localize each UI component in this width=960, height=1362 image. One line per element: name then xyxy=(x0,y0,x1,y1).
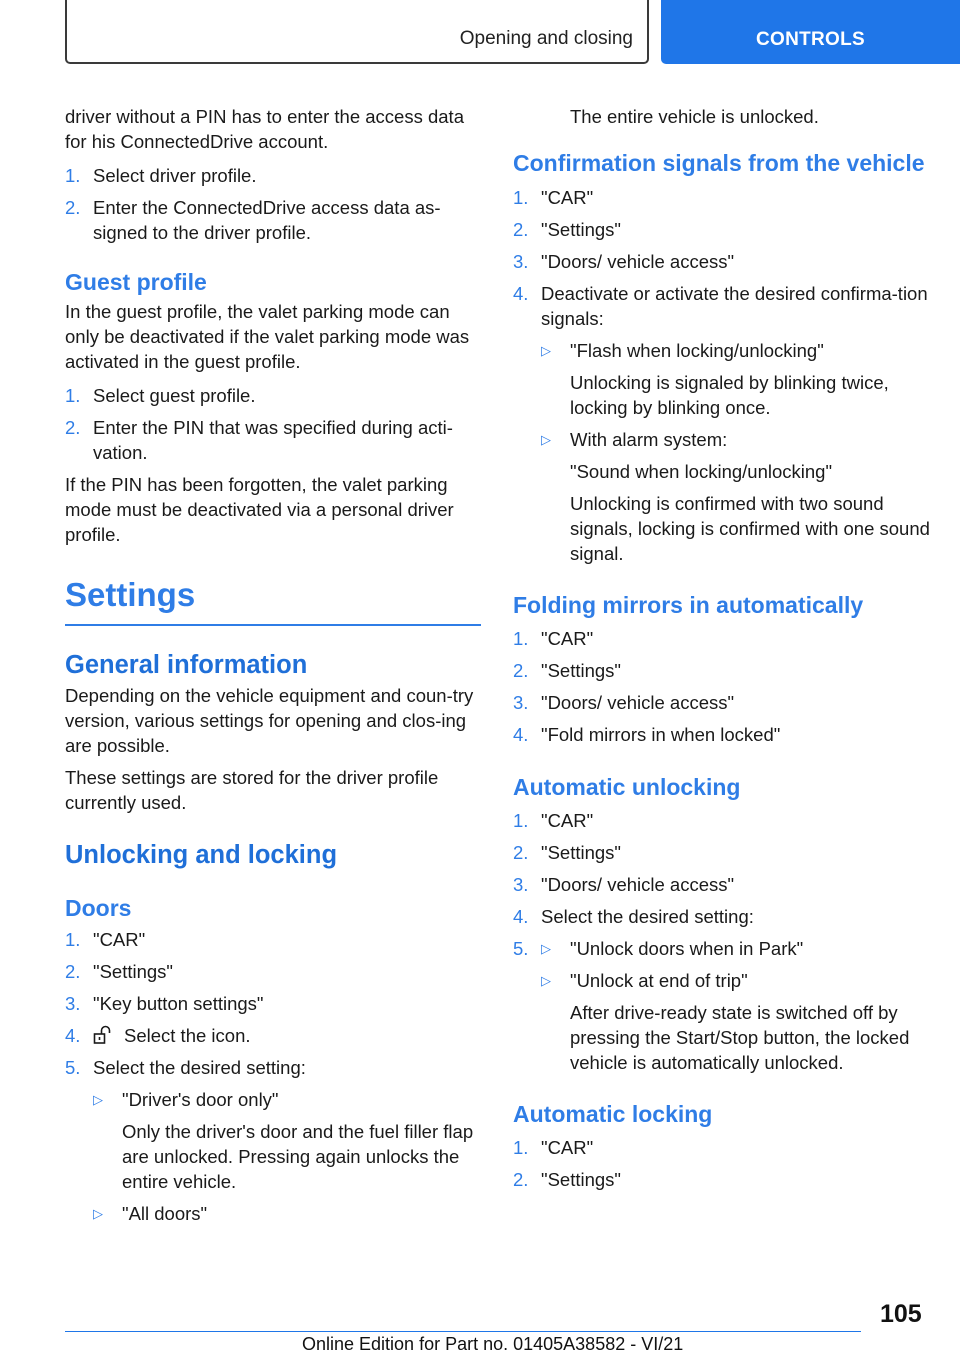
footer-divider xyxy=(65,1331,861,1332)
list-item xyxy=(513,904,933,929)
step-text: "Settings" xyxy=(541,1169,621,1190)
header-chapter-tab xyxy=(661,0,960,64)
pin-forgotten-text: If the PIN has been forgotten, the valet parking mode must be deactivated via a personal driver profile. xyxy=(65,474,454,545)
step-number: 2. xyxy=(513,842,529,863)
settings-divider xyxy=(65,624,481,626)
sub-item xyxy=(541,968,933,1075)
step-text: "CAR" xyxy=(541,810,594,831)
triangle-right-icon: ▷ xyxy=(541,432,551,447)
step-text: "CAR" xyxy=(541,1137,594,1158)
step-number: 2. xyxy=(513,660,529,681)
footer-edition: Online Edition for Part no. 01405A38582 - VI/21 xyxy=(302,1334,684,1354)
sub-item xyxy=(541,936,933,961)
list-item xyxy=(513,658,933,683)
step-number: 4. xyxy=(513,283,529,304)
triangle-right-icon: ▷ xyxy=(93,1206,103,1221)
option-title: "Flash when locking/unlocking" xyxy=(570,340,824,361)
confirmation-signals-heading: Confirmation signals from the vehicle xyxy=(513,150,925,176)
step-number: 1. xyxy=(65,165,81,186)
step-number: 3. xyxy=(513,251,529,272)
step-number: 3. xyxy=(513,874,529,895)
step-text: Select guest profile. xyxy=(93,385,256,406)
list-item xyxy=(513,808,933,833)
step-number: 3. xyxy=(513,692,529,713)
list-item xyxy=(513,1167,933,1192)
all-doors-description: The entire vehicle is unlocked. xyxy=(570,106,819,127)
step-text: "CAR" xyxy=(541,628,594,649)
automatic-unlocking-steps xyxy=(513,808,933,1075)
step-number: 5. xyxy=(65,1057,81,1078)
list-item xyxy=(65,991,481,1016)
step-number: 3. xyxy=(65,993,81,1014)
unlocked-padlock-icon xyxy=(93,1025,115,1045)
list-item xyxy=(65,383,481,408)
option-title: "All doors" xyxy=(122,1203,208,1224)
list-item xyxy=(513,690,933,715)
step-text: "Settings" xyxy=(541,660,621,681)
step-number: 4. xyxy=(65,1025,81,1046)
step-number: 2. xyxy=(65,197,81,218)
step-text: "Key button settings" xyxy=(93,993,264,1014)
triangle-right-icon: ▷ xyxy=(541,941,551,956)
list-item xyxy=(513,281,933,566)
option-description: Unlocking is confirmed with two sound signals, locking is confirmed with one sound signal. xyxy=(570,493,930,564)
folding-mirrors-heading: Folding mirrors in automatically xyxy=(513,592,864,618)
step-number: 1. xyxy=(65,929,81,950)
step-number: 5. xyxy=(513,938,529,959)
list-item xyxy=(513,1135,933,1160)
step-text: "Doors/ vehicle access" xyxy=(541,874,735,895)
step-text: Select the desired setting: xyxy=(541,906,754,927)
option-description: Only the driver's door and the fuel filler flap are unlocked. Pressing again unlocks the entire vehicle. xyxy=(122,1121,474,1192)
automatic-locking-steps xyxy=(513,1135,933,1192)
step-text: "Settings" xyxy=(541,842,621,863)
list-item xyxy=(65,415,481,465)
option-title: "Driver's door only" xyxy=(122,1089,279,1110)
step-text: "Fold mirrors in when locked" xyxy=(541,724,781,745)
option-title: With alarm system: xyxy=(570,429,728,450)
triangle-right-icon: ▷ xyxy=(541,343,551,358)
list-item xyxy=(513,840,933,865)
step-number: 2. xyxy=(65,961,81,982)
option-subtitle: "Sound when locking/unlocking" xyxy=(570,461,833,482)
guest-steps xyxy=(65,383,481,465)
list-item xyxy=(513,872,933,897)
sub-item xyxy=(541,427,933,566)
step-text: Enter the ConnectedDrive access data as-signed to the driver profile. xyxy=(93,197,441,243)
step-text: "CAR" xyxy=(541,187,594,208)
right-column xyxy=(513,104,933,1199)
list-item xyxy=(65,1055,481,1226)
step-text: "Settings" xyxy=(93,961,173,982)
step-number: 2. xyxy=(65,417,81,438)
list-item xyxy=(65,163,481,188)
step-text: Select the desired setting: xyxy=(93,1057,306,1078)
header-chapter-title: CONTROLS xyxy=(755,29,865,50)
sub-item xyxy=(93,1201,481,1226)
list-item xyxy=(513,249,933,274)
step-text: "Settings" xyxy=(541,219,621,240)
option-title: "Unlock doors when in Park" xyxy=(570,938,804,959)
automatic-unlocking-heading: Automatic unlocking xyxy=(513,774,741,800)
step-text: Select driver profile. xyxy=(93,165,257,186)
step-number: 1. xyxy=(513,187,529,208)
step-number: 1. xyxy=(513,1137,529,1158)
step-number: 1. xyxy=(65,385,81,406)
automatic-locking-heading: Automatic locking xyxy=(513,1101,713,1127)
step-number: 1. xyxy=(513,810,529,831)
list-item xyxy=(513,722,933,747)
list-item xyxy=(513,936,933,1075)
header-section-box xyxy=(65,0,649,64)
intro-paragraph: driver without a PIN has to enter the access data for his ConnectedDrive account. xyxy=(65,106,464,152)
option-title: "Unlock at end of trip" xyxy=(570,970,748,991)
step-text: Select the icon. xyxy=(124,1025,251,1046)
unlocking-locking-heading: Unlocking and locking xyxy=(65,841,338,869)
triangle-right-icon: ▷ xyxy=(541,973,551,988)
intro-steps xyxy=(65,163,481,245)
folding-mirrors-steps xyxy=(513,626,933,747)
settings-heading: Settings xyxy=(65,576,196,613)
step-number: 1. xyxy=(513,628,529,649)
step-number: 2. xyxy=(513,219,529,240)
page-number: 105 xyxy=(880,1300,922,1328)
left-column xyxy=(65,104,481,1233)
general-information-text-1: Depending on the vehicle equipment and coun-try version, various settings for opening and clos-ing are possible. xyxy=(65,685,474,756)
list-item xyxy=(513,626,933,651)
header-section-title: Opening and closing xyxy=(459,28,633,49)
step-text: "CAR" xyxy=(93,929,146,950)
step-number: 4. xyxy=(513,906,529,927)
step-text: "Doors/ vehicle access" xyxy=(541,692,735,713)
sub-item xyxy=(93,1087,481,1194)
option-description: Unlocking is signaled by blinking twice, locking by blinking once. xyxy=(570,372,889,418)
doors-heading: Doors xyxy=(65,895,132,921)
list-item xyxy=(513,185,933,210)
step-text: "Doors/ vehicle access" xyxy=(541,251,735,272)
option-description: After drive-ready state is switched off by pressing the Start/Stop button, the locked vehicle is automatically unlocked. xyxy=(570,1002,910,1073)
step-text: Enter the PIN that was specified during acti-vation. xyxy=(93,417,453,463)
sub-item xyxy=(541,338,933,420)
step-text: Deactivate or activate the desired confirma-tion signals: xyxy=(541,283,928,329)
general-information-heading: General information xyxy=(65,651,308,679)
general-information-text-2: These settings are stored for the driver profile currently used. xyxy=(65,767,439,813)
step-number: 4. xyxy=(513,724,529,745)
guest-profile-heading: Guest profile xyxy=(65,269,207,295)
list-item xyxy=(65,927,481,952)
doors-steps xyxy=(65,927,481,1226)
guest-profile-text: In the guest profile, the valet parking mode can only be deactivated if the valet parking mode was activated in the guest profile. xyxy=(65,301,470,372)
confirmation-steps xyxy=(513,185,933,566)
triangle-right-icon: ▷ xyxy=(93,1092,103,1107)
list-item xyxy=(65,195,481,245)
step-number: 2. xyxy=(513,1169,529,1190)
list-item xyxy=(513,217,933,242)
list-item xyxy=(65,959,481,984)
list-item xyxy=(65,1023,481,1048)
